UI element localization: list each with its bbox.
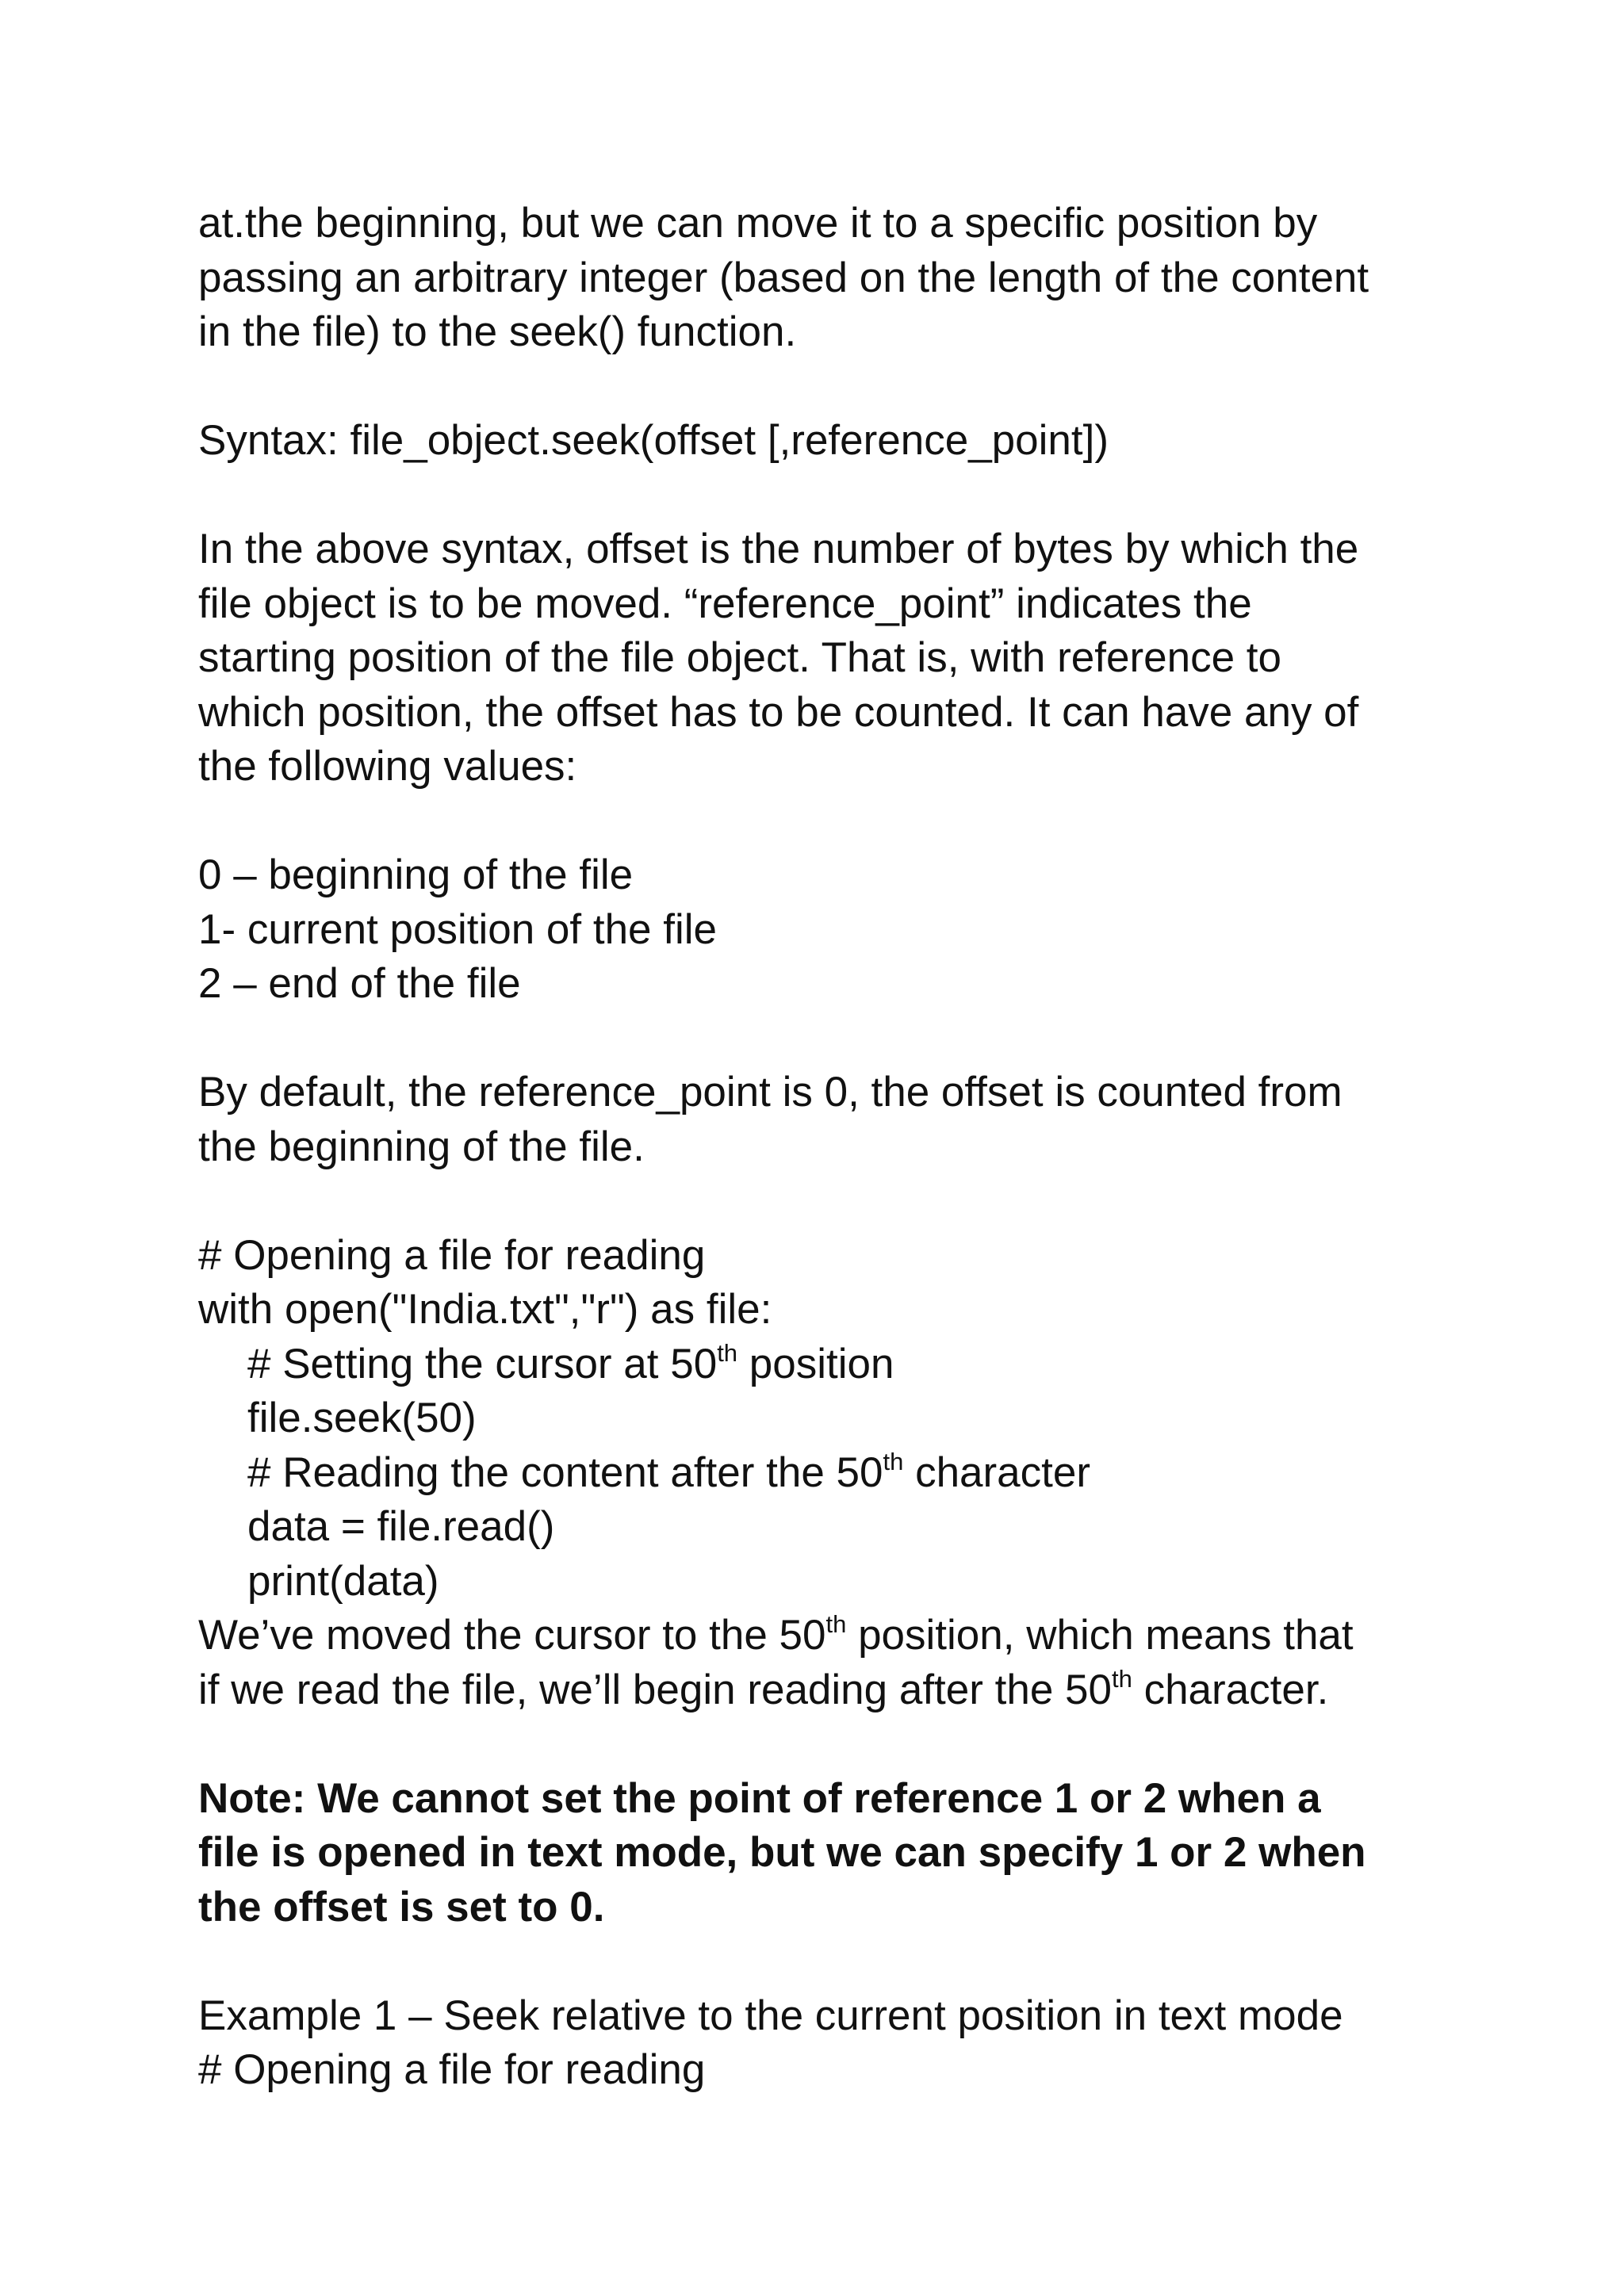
code-line: # Opening a file for reading [198,2046,706,2093]
syntax-explanation-paragraph [198,522,1475,794]
code-line: with open("India.txt","r") as file: [198,1286,772,1333]
text-line: By default, the reference_point is 0, the offset is counted from [198,1069,1342,1115]
default-paragraph [198,1066,1475,1174]
code-line: # Opening a file for reading [198,1231,706,1279]
code-example [198,1229,1475,1609]
text-line: starting position of the file object. That is, with reference to [198,634,1281,681]
paragraph-gap [198,1012,1475,1066]
paragraph-gap [198,469,1475,523]
text-line: passing an arbitrary integer (based on the length of the content [198,254,1369,301]
document-body [198,197,1475,2098]
code-line [198,1337,1475,1392]
paragraph-gap [198,360,1475,415]
text-line: which position, the offset has to be counted. It can have any of [198,688,1359,736]
code-line: file.seek(50) [247,1395,477,1441]
note-paragraph [198,1772,1475,1935]
example-section [198,1989,1475,2098]
text-line: file is opened in text mode, but we can specify 1 or 2 when [198,1829,1366,1876]
text-line: In the above syntax, offset is the number of bytes by which the [198,526,1359,572]
example-title: Example 1 – Seek relative to the current position in text mode [198,1992,1343,2039]
list-item: 2 – end of the file [198,960,521,1007]
code-text: # Reading the content after the 50 [247,1448,883,1496]
superscript: th [883,1447,904,1475]
paragraph-gap [198,794,1475,849]
superscript: th [717,1338,738,1367]
text-line: the beginning of the file. [198,1123,645,1170]
text-line: the following values: [198,743,577,790]
text-line: file object is to be moved. “reference_point” indicates the [198,580,1252,627]
paragraph-gap [198,1717,1475,1772]
text-line: Note: We cannot set the point of reference 1 or 2 when a [198,1774,1321,1822]
code-line: data = file.read() [247,1503,555,1550]
paragraph-gap [198,1174,1475,1229]
explanation-paragraph [198,1609,1475,1717]
paragraph-gap [198,1934,1475,1989]
syntax-line: Syntax: file_object.seek(offset [,reference_point]) [198,417,1109,464]
text-line: the offset is set to 0. [198,1883,605,1931]
text-line: in the file) to the seek() function. [198,308,797,355]
code-line: print(data) [247,1557,439,1605]
list-item: 0 – beginning of the file [198,851,634,898]
superscript: th [1111,1664,1132,1693]
code-text: character [903,1448,1090,1496]
text-line: at.the beginning, but we can move it to a specific position by [198,200,1318,247]
text-line [198,1663,1475,1718]
text-span: We’ve moved the cursor to the 50 [198,1612,826,1659]
code-text: # Setting the cursor at 50 [247,1340,718,1387]
superscript: th [825,1610,847,1639]
code-line [198,1446,1475,1501]
text-span: character. [1132,1666,1329,1713]
code-text: position [737,1340,894,1387]
list-item: 1- current position of the file [198,905,718,953]
intro-paragraph [198,197,1475,360]
reference-values-list [198,848,1475,1012]
text-span: position, which means that [846,1612,1354,1659]
text-line [198,1609,1475,1663]
text-span: if we read the file, we’ll begin reading after the 50 [198,1666,1112,1713]
